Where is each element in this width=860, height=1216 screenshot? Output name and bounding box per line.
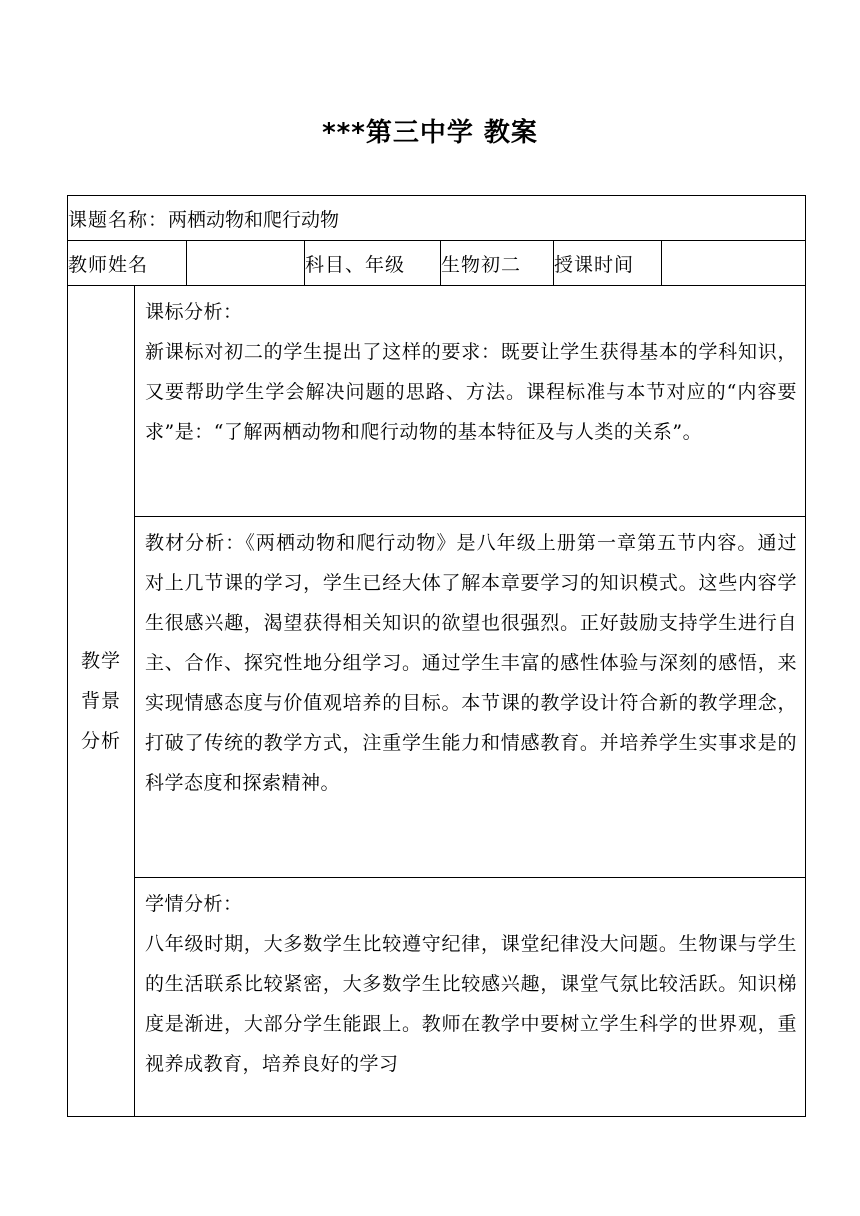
side-label-line: 教学 bbox=[80, 650, 121, 672]
class-time-label: 授课时间 bbox=[554, 241, 662, 286]
student-analysis-content bbox=[145, 884, 797, 1098]
course-title-value: 两栖动物和爬行动物 bbox=[168, 208, 340, 231]
teacher-row bbox=[68, 241, 806, 286]
student-analysis-heading: 学情分析： bbox=[145, 893, 243, 915]
textbook-analysis-text: 教材分析：《两栖动物和爬行动物》是八年级上册第一章第五节内容。通过对上几节课的学习，学生已经大体了解本章要学习的知识模式。这些内容学生很感兴趣，渴望获得相关知识的欲望也很强烈。正好鼓励支持学生进行自主、合作、探究性地分组学习。通过学生丰富的感性体验与深刻的感悟，来实现情感态度与价值观培养的目标。本节课的教学设计符合新的教学理念，打破了传统的教学方式，注重学生能力和情感教育。并培养学生实事求是的科学态度和探索精神。 bbox=[145, 532, 798, 794]
lesson-plan-table bbox=[67, 195, 806, 1117]
course-title-cell bbox=[68, 196, 806, 241]
textbook-analysis-row bbox=[68, 517, 806, 878]
curriculum-analysis-row bbox=[68, 286, 806, 517]
curriculum-analysis-text: 新课标对初二的学生提出了这样的要求：既要让学生获得基本的学科知识，又要帮助学生学会解决问题的思路、方法。课程标准与本节对应的“内容要求”是：“了解两栖动物和爬行动物的基本特征及与人类的关系”。 bbox=[145, 341, 798, 443]
student-analysis-text: 八年级时期，大多数学生比较遵守纪律，课堂纪律没大问题。生物课与学生的生活联系比较紧密，大多数学生比较感兴趣，课堂气氛比较活跃。知识梯度是渐进，大部分学生能跟上。教师在教学中要树立学生科学的世界观，重视养成教育，培养良好的学习 bbox=[145, 933, 798, 1075]
student-analysis-cell bbox=[135, 878, 806, 1117]
side-label-line: 分析 bbox=[80, 730, 121, 752]
page-title: ***第三中学 教案 bbox=[322, 118, 538, 148]
textbook-analysis-cell bbox=[135, 517, 806, 878]
course-title-row bbox=[68, 196, 806, 241]
curriculum-analysis-cell bbox=[135, 286, 806, 517]
teacher-name-label: 教师姓名 bbox=[68, 241, 187, 286]
class-time-value bbox=[662, 241, 806, 286]
subject-grade-label: 科目、年级 bbox=[305, 241, 441, 286]
student-analysis-row bbox=[68, 878, 806, 1117]
side-label-line: 背景 bbox=[80, 690, 121, 712]
teacher-name-value bbox=[187, 241, 305, 286]
curriculum-analysis-heading: 课标分析： bbox=[145, 301, 243, 323]
background-analysis-label bbox=[68, 286, 135, 1117]
course-title-label: 课题名称： bbox=[68, 208, 169, 231]
subject-grade-value: 生物初二 bbox=[441, 241, 554, 286]
